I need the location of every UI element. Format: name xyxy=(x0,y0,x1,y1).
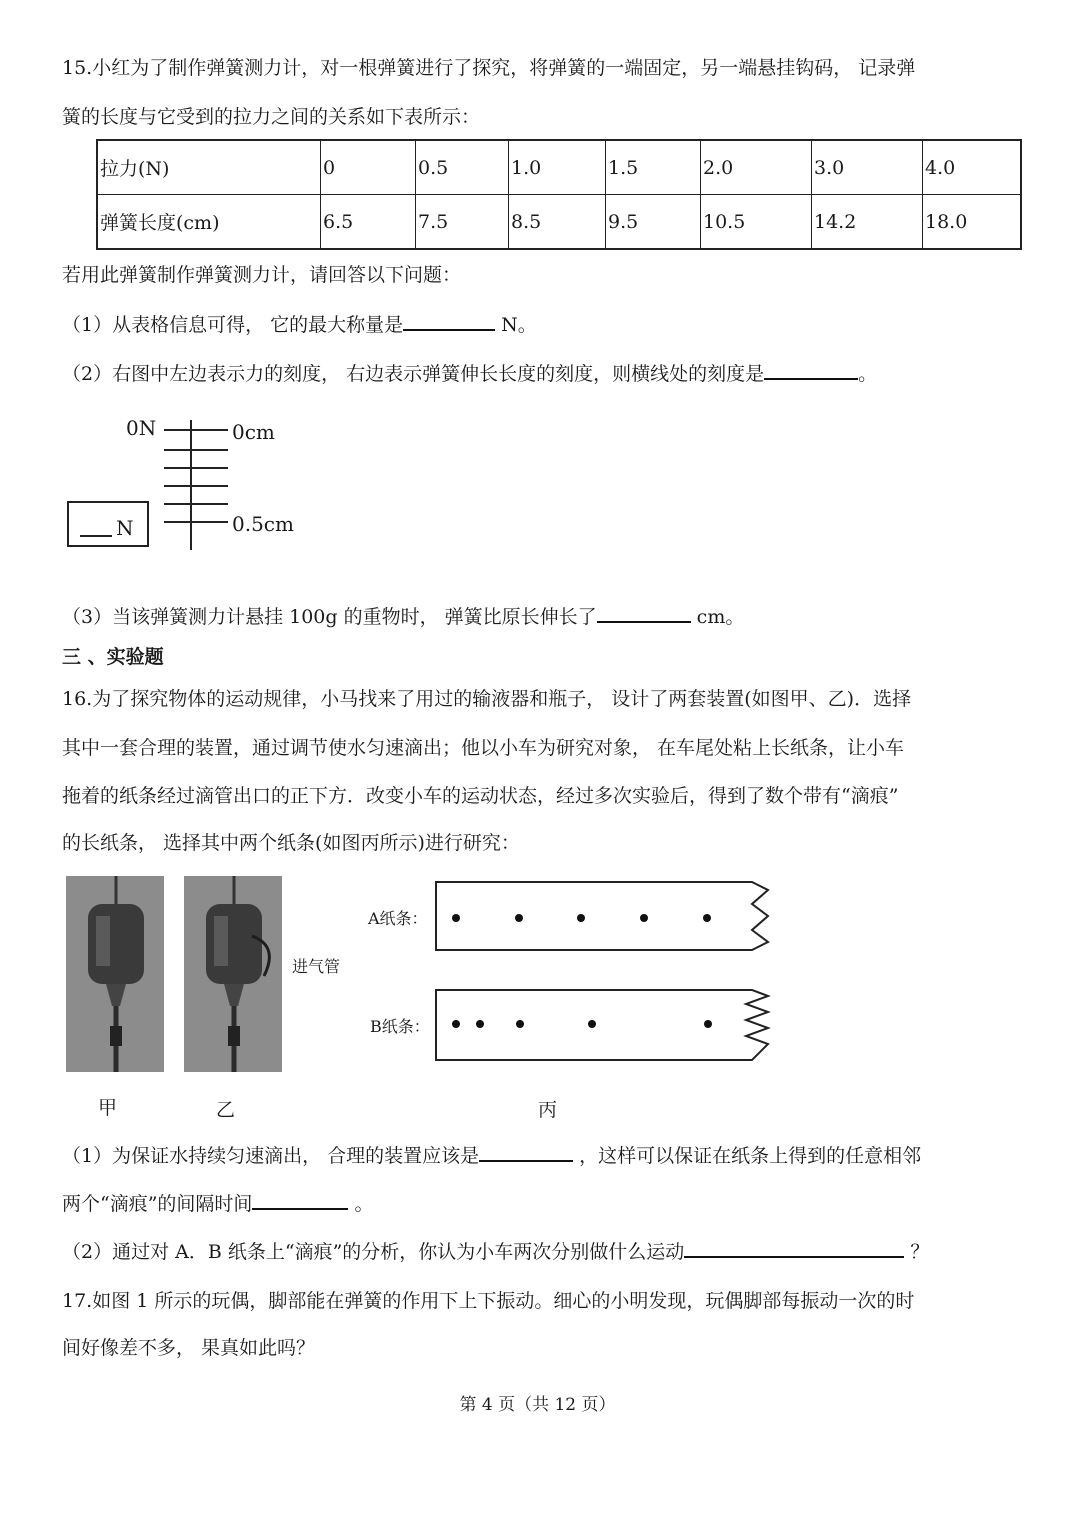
drip-mark-a xyxy=(703,914,711,922)
table-row-force xyxy=(97,140,1021,195)
table-cell: 1.5 xyxy=(606,140,701,195)
q16-part-1-cont: ，这样可以保证在纸条上得到的任意相邻 xyxy=(573,1145,922,1167)
scale-figure xyxy=(60,410,320,560)
q17-line-1: 17.如图 1 所示的玩偶，脚部能在弹簧的作用下上下振动。细心的小明发现，玩偶脚部每振动一次的时 xyxy=(62,1290,915,1312)
drip-mark-b xyxy=(704,1020,712,1028)
q15-part-1-unit: N。 xyxy=(495,314,537,336)
table-cell: 8.5 xyxy=(509,195,606,250)
q16-line-4: 的长纸条， 选择其中两个纸条(如图丙所示)进行研究： xyxy=(62,832,520,854)
spring-data-table xyxy=(96,139,1022,250)
q15-part-3-text: （3）当该弹簧测力计悬挂 100g 的重物时， 弹簧比原长伸长了 xyxy=(62,606,597,628)
q16-line-3: 拖着的纸条经过滴管出口的正下方．改变小车的运动状态，经过多次实验后，得到了数个带有“滴痕” xyxy=(62,785,899,807)
table-row-label: 弹簧长度(cm) xyxy=(97,195,321,250)
scale-diagram xyxy=(60,410,320,560)
tube-label: 进气管 xyxy=(292,957,341,976)
q15-part-2 xyxy=(62,360,877,387)
table-row-label: 拉力(N) xyxy=(97,140,321,195)
q16-line-1: 16.为了探究物体的运动规律，小马找来了用过的输液器和瓶子， 设计了两套装置(如图甲、乙)．选择 xyxy=(62,688,912,710)
q16-part-2-end: ？ xyxy=(904,1241,930,1263)
section-heading: 三 、实验题 xyxy=(62,646,164,668)
drip-mark-b xyxy=(476,1020,484,1028)
q16-part-1-line-2-end: 。 xyxy=(348,1193,374,1215)
table-cell: 10.5 xyxy=(701,195,812,250)
caption-jia: 甲 xyxy=(98,1097,118,1119)
q15-part-1-text: （1）从表格信息可得， 它的最大称量是 xyxy=(62,314,404,336)
q15-part-1 xyxy=(62,311,537,338)
table-cell: 2.0 xyxy=(701,140,812,195)
table-cell: 3.0 xyxy=(812,140,923,195)
q16-part-1-line-2-text: 两个“滴痕”的间隔时间 xyxy=(62,1193,253,1215)
infusion-bottle-yi-icon xyxy=(184,876,282,1072)
q15-line-1: 15.小红为了制作弹簧测力计，对一根弹簧进行了探究，将弹簧的一端固定，另一端悬挂钩码， 记录弹 xyxy=(62,57,916,79)
table-cell: 4.0 xyxy=(923,140,1022,195)
answer-blank[interactable] xyxy=(684,1238,904,1258)
table-cell: 18.0 xyxy=(923,195,1022,250)
scale-label-top-left: 0N xyxy=(126,416,157,440)
table-cell: 0.5 xyxy=(416,140,509,195)
q15-part-2-text: （2）右图中左边表示力的刻度， 右边表示弹簧伸长长度的刻度，则横线处的刻度是 xyxy=(62,363,765,385)
paper-strips-figure xyxy=(430,876,775,1066)
scale-label-bottom-right: 0.5cm xyxy=(232,512,294,536)
table-cell: 14.2 xyxy=(812,195,923,250)
q16-part-2-text: （2）通过对 A．B 纸条上“滴痕”的分析，你认为小车两次分别做什么运动 xyxy=(62,1241,685,1263)
scale-label-top-right: 0cm xyxy=(232,420,275,444)
q15-line-2: 簧的长度与它受到的拉力之间的关系如下表所示： xyxy=(62,106,481,128)
scale-box-unit: N xyxy=(116,516,134,540)
q15-part-3 xyxy=(62,603,744,630)
q16-part-1-text: （1）为保证水持续匀速滴出， 合理的装置应该是 xyxy=(62,1145,480,1167)
table-cell: 7.5 xyxy=(416,195,509,250)
q15-part-3-unit: cm。 xyxy=(690,606,745,628)
answer-blank[interactable] xyxy=(597,603,691,623)
drip-mark-b xyxy=(516,1020,524,1028)
caption-yi: 乙 xyxy=(216,1099,236,1121)
q15-intro: 若用此弹簧制作弹簧测力计，请回答以下问题： xyxy=(62,264,462,286)
infusion-bottle-jia-icon xyxy=(66,876,164,1072)
drip-mark-b xyxy=(588,1020,596,1028)
answer-blank[interactable] xyxy=(764,360,858,380)
q15-part-2-end: 。 xyxy=(858,363,878,385)
q16-part-1-line-2 xyxy=(62,1190,373,1217)
drip-mark-a xyxy=(640,914,648,922)
drip-mark-a xyxy=(452,914,460,922)
answer-blank[interactable] xyxy=(403,311,495,331)
drip-mark-b xyxy=(452,1020,460,1028)
photo-yi xyxy=(184,876,282,1072)
q17-line-2: 间好像差不多， 果真如此吗？ xyxy=(62,1337,316,1359)
drip-mark-a xyxy=(577,914,585,922)
answer-blank[interactable] xyxy=(252,1190,348,1210)
table-cell: 9.5 xyxy=(606,195,701,250)
q16-part-1 xyxy=(62,1142,921,1169)
page-footer: 第 4 页（共 12 页） xyxy=(459,1395,616,1415)
photo-jia xyxy=(66,876,164,1072)
table-row-length xyxy=(97,195,1021,250)
strip-b-label: B纸条： xyxy=(370,1017,430,1036)
answer-blank[interactable] xyxy=(479,1142,573,1162)
paper-strips-diagram xyxy=(430,876,775,1066)
table-cell: 6.5 xyxy=(321,195,416,250)
q16-line-2: 其中一套合理的装置，通过调节使水匀速滴出；他以小车为研究对象， 在车尾处粘上长纸条，让小车 xyxy=(62,737,905,759)
caption-bing: 丙 xyxy=(538,1099,558,1121)
q16-part-2 xyxy=(62,1238,929,1265)
table-cell: 0 xyxy=(321,140,416,195)
drip-mark-a xyxy=(515,914,523,922)
strip-a-label: A纸条： xyxy=(368,909,428,928)
table-cell: 1.0 xyxy=(509,140,606,195)
